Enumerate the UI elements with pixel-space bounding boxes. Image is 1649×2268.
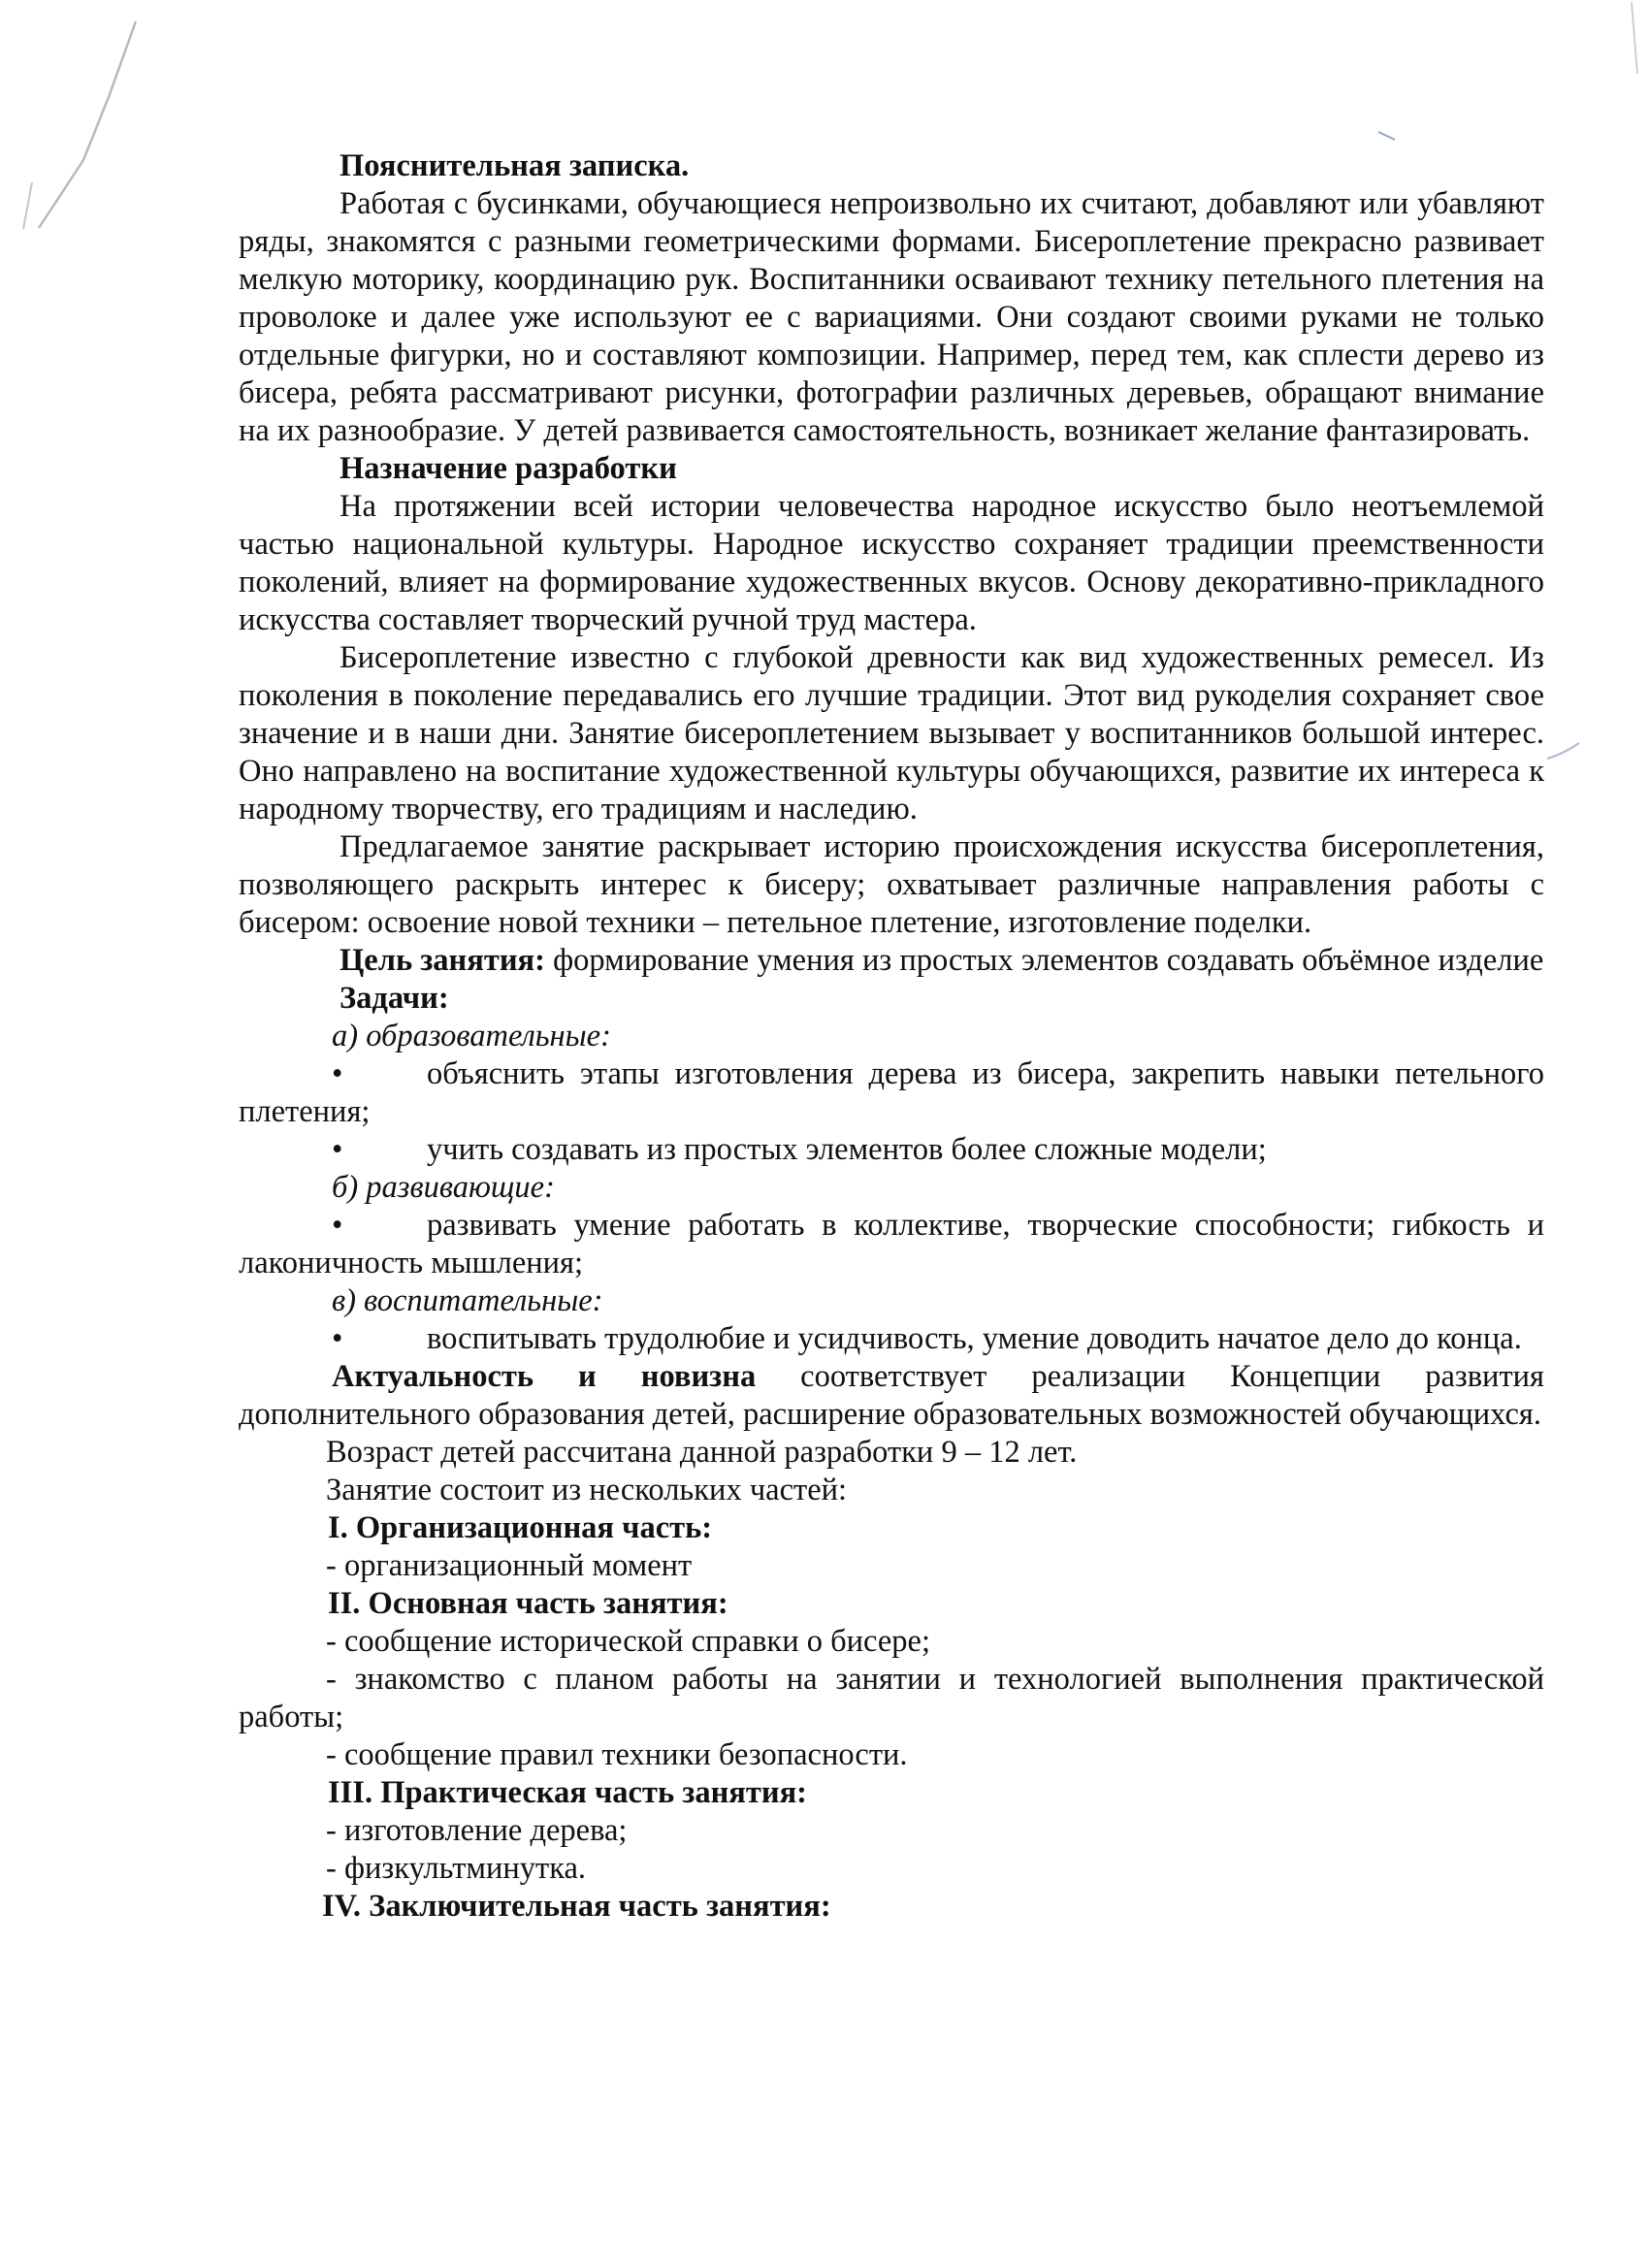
- part-item: - сообщение правил техники безопасности.: [326, 1737, 908, 1772]
- part-heading-4: IV. Заключительная часть занятия:: [322, 1889, 831, 1924]
- ink-speck-2: [1544, 737, 1583, 766]
- relevance-label: Актуальность и новизна: [332, 1359, 757, 1394]
- tasks-heading: Задачи:: [340, 981, 449, 1016]
- task-group-label-upbringing: в) воспитательные:: [332, 1283, 603, 1318]
- list-item: [239, 1055, 1544, 1131]
- goal-paragraph: [239, 942, 1544, 980]
- list-item: [239, 1320, 1544, 1358]
- goal-text: формирование умения из простых элементов создавать объёмное изделие: [553, 943, 1544, 978]
- part-heading-2: II. Основная часть занятия:: [328, 1586, 728, 1621]
- relevance-text: соответствует реализации Концепции развития дополнительного образования детей, расширение образовательных возможностей обучающихся.: [239, 1359, 1544, 1432]
- structure-intro: Занятие состоит из нескольких частей:: [326, 1473, 848, 1507]
- scan-edge-mark: [0, 0, 194, 272]
- intro-paragraph: Работая с бусинками, обучающиеся непроизвольно их считают, добавляют или убавляют ряды, знакомятся с разными геометрическими формами. Бисероплетение прекрасно развивает мелкую моторику, координацию рук. Воспитанники осваивают технику петельного плетения на проволоке и далее уже используют ее с вариациями. Они создают своими руками не только отдельные фигурки, но и составляют композиции. Например, перед тем, как сплести дерево из бисера, ребята рассматривают рисунки, фотографии различных деревьев, обращают внимание на их разнообразие. У детей развивается самостоятельность, возникает желание фантазировать.: [239, 186, 1544, 448]
- goal-label: Цель занятия:: [340, 943, 545, 978]
- part-item: - физкультминутка.: [326, 1851, 587, 1886]
- bullet-icon: •: [332, 1056, 343, 1091]
- part-item: - изготовление дерева;: [326, 1813, 628, 1848]
- list-item-text: развивать умение работать в коллективе, творческие способности; гибкость и лаконичность мышления;: [239, 1208, 1544, 1280]
- list-item: [239, 1207, 1544, 1282]
- bullet-icon: •: [332, 1132, 343, 1167]
- part-item: - знакомство с планом работы на занятии и технологией выполнения практической работы;: [239, 1662, 1544, 1734]
- list-item: [239, 1131, 1544, 1169]
- purpose-paragraph-3: Предлагаемое занятие раскрывает историю происхождения искусства бисероплетения, позволяющего раскрыть интерес к бисеру; охватывает различные направления работы с бисером: освоение новой техники – петельное плетение, изготовление поделки.: [239, 829, 1544, 940]
- ink-speck: [1375, 126, 1405, 146]
- list-item-text: учить создавать из простых элементов более сложные модели;: [427, 1132, 1267, 1167]
- age-text: Возраст детей рассчитана данной разработки 9 – 12 лет.: [326, 1435, 1078, 1470]
- part-heading-3: III. Практическая часть занятия:: [328, 1775, 807, 1810]
- purpose-paragraph-2: Бисероплетение известно с глубокой древности как вид художественных ремесел. Из поколения в поколение передавались его лучшие традиции. Этот вид рукоделия сохраняет свое значение и в наши дни. Занятие бисероплетением вызывает у воспитанников большой интерес. Оно направлено на воспитание художественной культуры обучающихся, развитие их интереса к народному творчеству, его традициям и наследию.: [239, 640, 1544, 826]
- list-item-text: воспитывать трудолюбие и усидчивость, умение доводить начатое дело до конца.: [427, 1321, 1522, 1356]
- document-title: Пояснительная записка.: [340, 148, 690, 183]
- purpose-paragraph-1: На протяжении всей истории человечества народное искусство было неотъемлемой частью национальной культуры. Народное искусство сохраняет традиции преемственности поколений, влияет на формирование художественных вкусов. Основу декоративно-прикладного искусства составляет творческий ручной труд мастера.: [239, 489, 1544, 637]
- relevance-paragraph: [239, 1358, 1544, 1434]
- purpose-heading: Назначение разработки: [340, 451, 677, 486]
- list-item-text: объяснить этапы изготовления дерева из бисера, закрепить навыки петельного плетения;: [239, 1056, 1544, 1129]
- bullet-icon: •: [332, 1321, 343, 1356]
- part-heading-1: I. Организационная часть:: [328, 1510, 713, 1545]
- scan-corner-mark: [1610, 0, 1649, 78]
- part-item: - сообщение исторической справки о бисере;: [326, 1624, 930, 1659]
- part-item: - организационный момент: [326, 1548, 693, 1583]
- task-group-label-developing: б) развивающие:: [332, 1170, 555, 1205]
- task-group-label-educational: а) образовательные:: [332, 1019, 611, 1053]
- document-body: [239, 147, 1544, 1926]
- bullet-icon: •: [332, 1208, 343, 1243]
